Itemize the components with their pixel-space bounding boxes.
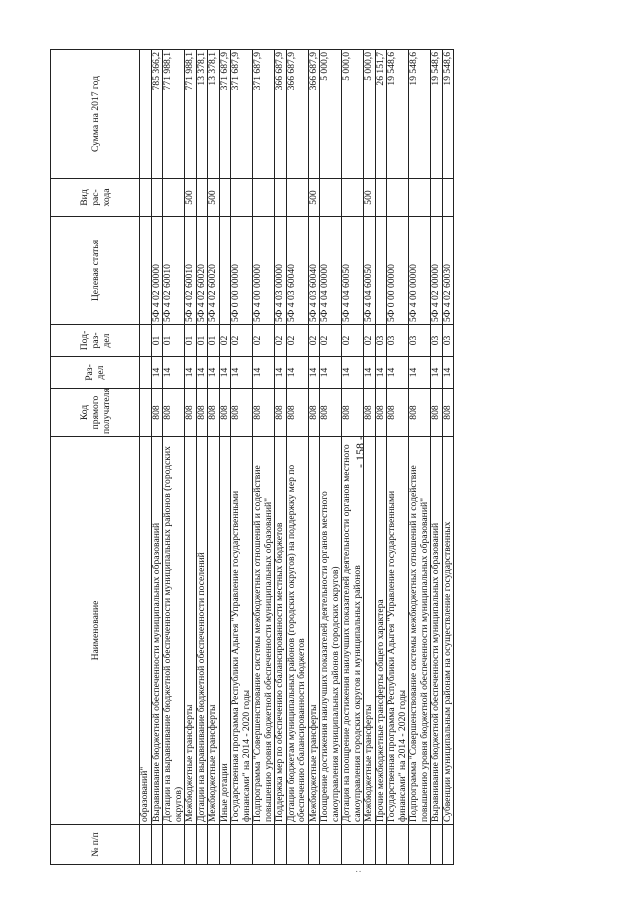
- cell-target: 5Ф 0 00 00000: [387, 217, 409, 325]
- cell-expense: [342, 179, 364, 217]
- cell-subsection: 02: [219, 325, 231, 357]
- cell-target: 5Ф 4 04 60050: [364, 217, 376, 325]
- cell-expense: [151, 179, 163, 217]
- cell-code: 808: [163, 389, 185, 437]
- cell-section: 14: [275, 357, 287, 389]
- cell-subsection: 02: [286, 325, 308, 357]
- cell-subsection: 03: [375, 325, 387, 357]
- cell-target: 5Ф 4 00 00000: [409, 217, 431, 325]
- cell-name: Выравнивание бюджетной обеспеченности муниципальных образований: [151, 437, 163, 825]
- cell-target: 5Ф 0 00 00000: [231, 217, 253, 325]
- cell-sum: 19 548,6: [431, 50, 443, 179]
- table-header-row: [51, 50, 140, 865]
- cell-code: 808: [231, 389, 253, 437]
- cell-code: 808: [151, 389, 163, 437]
- cell-subsection: 03: [387, 325, 409, 357]
- cell-section: 14: [320, 357, 342, 389]
- cell-num: [308, 825, 320, 865]
- cell-expense: [196, 179, 208, 217]
- cell-subsection: 01: [185, 325, 197, 357]
- cell-num: [375, 825, 387, 865]
- cell-section: 14: [387, 357, 409, 389]
- cell-sum: 771 988,1: [185, 50, 197, 179]
- cell-name: Государственная программа Республики Адыгея "Управление государственными финансами" на 2014 - 2020 годы: [231, 437, 253, 825]
- cell-code: 808: [185, 389, 197, 437]
- cell-expense: 500: [308, 179, 320, 217]
- cell-sum: 371 687,9: [253, 50, 275, 179]
- cell-target: 5Ф 4 03 00000: [275, 217, 287, 325]
- cell-sum: 371 687,9: [231, 50, 253, 179]
- cell-section: 14: [253, 357, 275, 389]
- header-subsection: Под-раз-дел: [51, 325, 140, 357]
- cell-code: 808: [387, 389, 409, 437]
- cell-section: 14: [185, 357, 197, 389]
- cell-name: Дотации на выравнивание бюджетной обеспеченности поселений: [196, 437, 208, 825]
- cell-name: Выравнивание бюджетной обеспеченности муниципальных образований: [431, 437, 443, 825]
- table-row: [308, 50, 320, 865]
- cell-sum: 785 366,2: [151, 50, 163, 179]
- cell-subsection: 02: [320, 325, 342, 357]
- cell-name: Поощрение достижения наилучших показателей деятельности органов местного самоуправления муниципальных районов (городских округов): [320, 437, 342, 825]
- cell-code: [140, 389, 152, 437]
- cell-sum: 5 000,0: [342, 50, 364, 179]
- cell-sum: 19 548,6: [442, 50, 454, 179]
- cell-target: 5Ф 4 03 60040: [308, 217, 320, 325]
- cell-name: Дотации бюджетам муниципальных районов (городских округов) на поддержку мер по обеспечению сбалансированности бюджетов: [286, 437, 308, 825]
- cell-target: 5Ф 4 00 00000: [253, 217, 275, 325]
- cell-sum: 19 548,6: [387, 50, 409, 179]
- cell-num: [442, 825, 454, 865]
- cell-num: [231, 825, 253, 865]
- cell-section: 14: [375, 357, 387, 389]
- budget-table: [50, 49, 454, 865]
- table-row: [253, 50, 275, 865]
- cell-section: [140, 357, 152, 389]
- cell-sum: 771 988,1: [163, 50, 185, 179]
- cell-target: 5Ф 4 02 60030: [442, 217, 454, 325]
- table-row: [208, 50, 220, 865]
- header-target: Целевая статья: [51, 217, 140, 325]
- cell-section: 14: [308, 357, 320, 389]
- page-number: - 158 -: [353, 436, 367, 468]
- cell-name: образований": [140, 437, 152, 825]
- cell-sum: 13 378,1: [208, 50, 220, 179]
- cell-expense: [163, 179, 185, 217]
- cell-subsection: 01: [208, 325, 220, 357]
- cell-target: [375, 217, 387, 325]
- header-expense: Вид рас-хода: [51, 179, 140, 217]
- cell-sum: 366 687,9: [308, 50, 320, 179]
- cell-num: [342, 825, 364, 865]
- cell-sum: [140, 50, 152, 179]
- cell-code: 808: [208, 389, 220, 437]
- cell-code: 808: [375, 389, 387, 437]
- cell-num: [431, 825, 443, 865]
- cell-name: Иные дотации: [219, 437, 231, 825]
- cell-target: 5Ф 4 02 60020: [208, 217, 220, 325]
- cell-name: Межбюджетные трансферты: [308, 437, 320, 825]
- cell-num: [219, 825, 231, 865]
- cell-subsection: 03: [409, 325, 431, 357]
- cell-expense: 500: [364, 179, 376, 217]
- table-row: [364, 50, 376, 865]
- cell-name: Межбюджетные трансферты: [208, 437, 220, 825]
- cell-section: 14: [442, 357, 454, 389]
- cell-sum: 26 151,7: [375, 50, 387, 179]
- cell-target: 5Ф 4 02 60020: [196, 217, 208, 325]
- cell-code: 808: [442, 389, 454, 437]
- cell-section: 14: [231, 357, 253, 389]
- table-row: [442, 50, 454, 865]
- table-row: [231, 50, 253, 865]
- table-row: [196, 50, 208, 865]
- cell-expense: [387, 179, 409, 217]
- cell-subsection: [140, 325, 152, 357]
- cell-subsection: 03: [431, 325, 443, 357]
- cell-section: 14: [342, 357, 364, 389]
- table-row: [375, 50, 387, 865]
- cell-section: 14: [409, 357, 431, 389]
- cell-target: 5Ф 4 02 00000: [151, 217, 163, 325]
- cell-subsection: 03: [442, 325, 454, 357]
- cell-code: 808: [253, 389, 275, 437]
- cell-code: 808: [342, 389, 364, 437]
- cell-subsection: 02: [253, 325, 275, 357]
- cell-section: 14: [196, 357, 208, 389]
- table-row: [409, 50, 431, 865]
- header-code: Код прямого получателя: [51, 389, 140, 437]
- cell-code: 808: [275, 389, 287, 437]
- cell-expense: 500: [208, 179, 220, 217]
- cell-expense: [219, 179, 231, 217]
- cell-section: 14: [208, 357, 220, 389]
- cell-name: Межбюджетные трансферты: [364, 437, 376, 825]
- cell-name: Государственная программа Республики Адыгея "Управление государственными финансами" на 2014 - 2020 годы: [387, 437, 409, 825]
- cell-expense: [320, 179, 342, 217]
- cell-code: 808: [320, 389, 342, 437]
- cell-name: Дотации на выравнивание бюджетной обеспеченности муниципальных районов (городских округов): [163, 437, 185, 825]
- cell-name: Подпрограмма "Совершенствование системы межбюджетных отношений и содействие повышению уровня бюджетной обеспеченности муниципальных образований": [253, 437, 275, 825]
- cell-code: 808: [364, 389, 376, 437]
- cell-name: Субвенции муниципальным районам на осуществление государственных: [442, 437, 454, 825]
- table-row: [431, 50, 443, 865]
- header-num: № п/п: [51, 825, 140, 865]
- table-row: [185, 50, 197, 865]
- cell-target: 5Ф 4 04 00000: [320, 217, 342, 325]
- cell-subsection: 02: [364, 325, 376, 357]
- cell-subsection: 02: [308, 325, 320, 357]
- cell-sum: 5 000,0: [320, 50, 342, 179]
- cell-target: [219, 217, 231, 325]
- scan-mark: ˙˙: [355, 870, 362, 881]
- cell-name: Дотация на поощрение достижения наилучших показателей деятельности органов местного самоуправления городских округов и муниципальных районов: [342, 437, 364, 825]
- table-row: [275, 50, 287, 865]
- cell-num: [196, 825, 208, 865]
- cell-code: 808: [196, 389, 208, 437]
- cell-num: [151, 825, 163, 865]
- cell-section: 14: [219, 357, 231, 389]
- cell-num: [163, 825, 185, 865]
- cell-name: Подпрограмма "Совершенствование системы межбюджетных отношений и содействие повышению уровня бюджетной обеспеченности муниципальных образований": [409, 437, 431, 825]
- cell-name: Поддержка мер по обеспечению сбалансированности местных бюджетов: [275, 437, 287, 825]
- cell-expense: [140, 179, 152, 217]
- cell-target: 5Ф 4 02 00000: [431, 217, 443, 325]
- table-row: [387, 50, 409, 865]
- cell-expense: [375, 179, 387, 217]
- header-section: Раз-дел: [51, 357, 140, 389]
- cell-section: 14: [364, 357, 376, 389]
- cell-num: [387, 825, 409, 865]
- cell-sum: 5 000,0: [364, 50, 376, 179]
- cell-num: [409, 825, 431, 865]
- cell-expense: [253, 179, 275, 217]
- cell-code: 808: [308, 389, 320, 437]
- cell-subsection: 02: [231, 325, 253, 357]
- cell-sum: 366 687,9: [286, 50, 308, 179]
- cell-expense: 500: [185, 179, 197, 217]
- table-row: [320, 50, 342, 865]
- cell-section: 14: [151, 357, 163, 389]
- cell-target: 5Ф 4 03 60040: [286, 217, 308, 325]
- cell-code: 808: [219, 389, 231, 437]
- table-row: [163, 50, 185, 865]
- cell-subsection: 01: [163, 325, 185, 357]
- cell-target: [140, 217, 152, 325]
- cell-sum: 366 687,9: [275, 50, 287, 179]
- cell-sum: 13 378,1: [196, 50, 208, 179]
- cell-code: 808: [431, 389, 443, 437]
- cell-num: [140, 825, 152, 865]
- table-body: [140, 50, 454, 865]
- table-row: [140, 50, 152, 865]
- cell-subsection: 02: [275, 325, 287, 357]
- cell-name: Прочие межбюджетные трансферты общего характера: [375, 437, 387, 825]
- cell-num: [320, 825, 342, 865]
- cell-name: Межбюджетные трансферты: [185, 437, 197, 825]
- table-row: [342, 50, 364, 865]
- cell-target: 5Ф 4 02 60010: [163, 217, 185, 325]
- cell-expense: [409, 179, 431, 217]
- cell-code: 808: [409, 389, 431, 437]
- header-name: Наименование: [51, 437, 140, 825]
- cell-num: [185, 825, 197, 865]
- cell-num: [286, 825, 308, 865]
- cell-expense: [431, 179, 443, 217]
- cell-subsection: 01: [151, 325, 163, 357]
- cell-subsection: 01: [196, 325, 208, 357]
- table-row: [151, 50, 163, 865]
- cell-code: 808: [286, 389, 308, 437]
- cell-num: [275, 825, 287, 865]
- cell-expense: [231, 179, 253, 217]
- cell-num: [208, 825, 220, 865]
- cell-expense: [442, 179, 454, 217]
- cell-sum: 371 687,9: [219, 50, 231, 179]
- cell-section: 14: [163, 357, 185, 389]
- cell-sum: 19 548,6: [409, 50, 431, 179]
- header-sum: Сумма на 2017 год: [51, 50, 140, 179]
- cell-section: 14: [431, 357, 443, 389]
- cell-expense: [275, 179, 287, 217]
- table-row: [219, 50, 231, 865]
- cell-expense: [286, 179, 308, 217]
- cell-target: 5Ф 4 04 60050: [342, 217, 364, 325]
- cell-num: [364, 825, 376, 865]
- cell-target: 5Ф 4 02 60010: [185, 217, 197, 325]
- cell-subsection: 02: [342, 325, 364, 357]
- rotated-page: [50, 50, 610, 865]
- table-row: [286, 50, 308, 865]
- cell-num: [253, 825, 275, 865]
- cell-section: 14: [286, 357, 308, 389]
